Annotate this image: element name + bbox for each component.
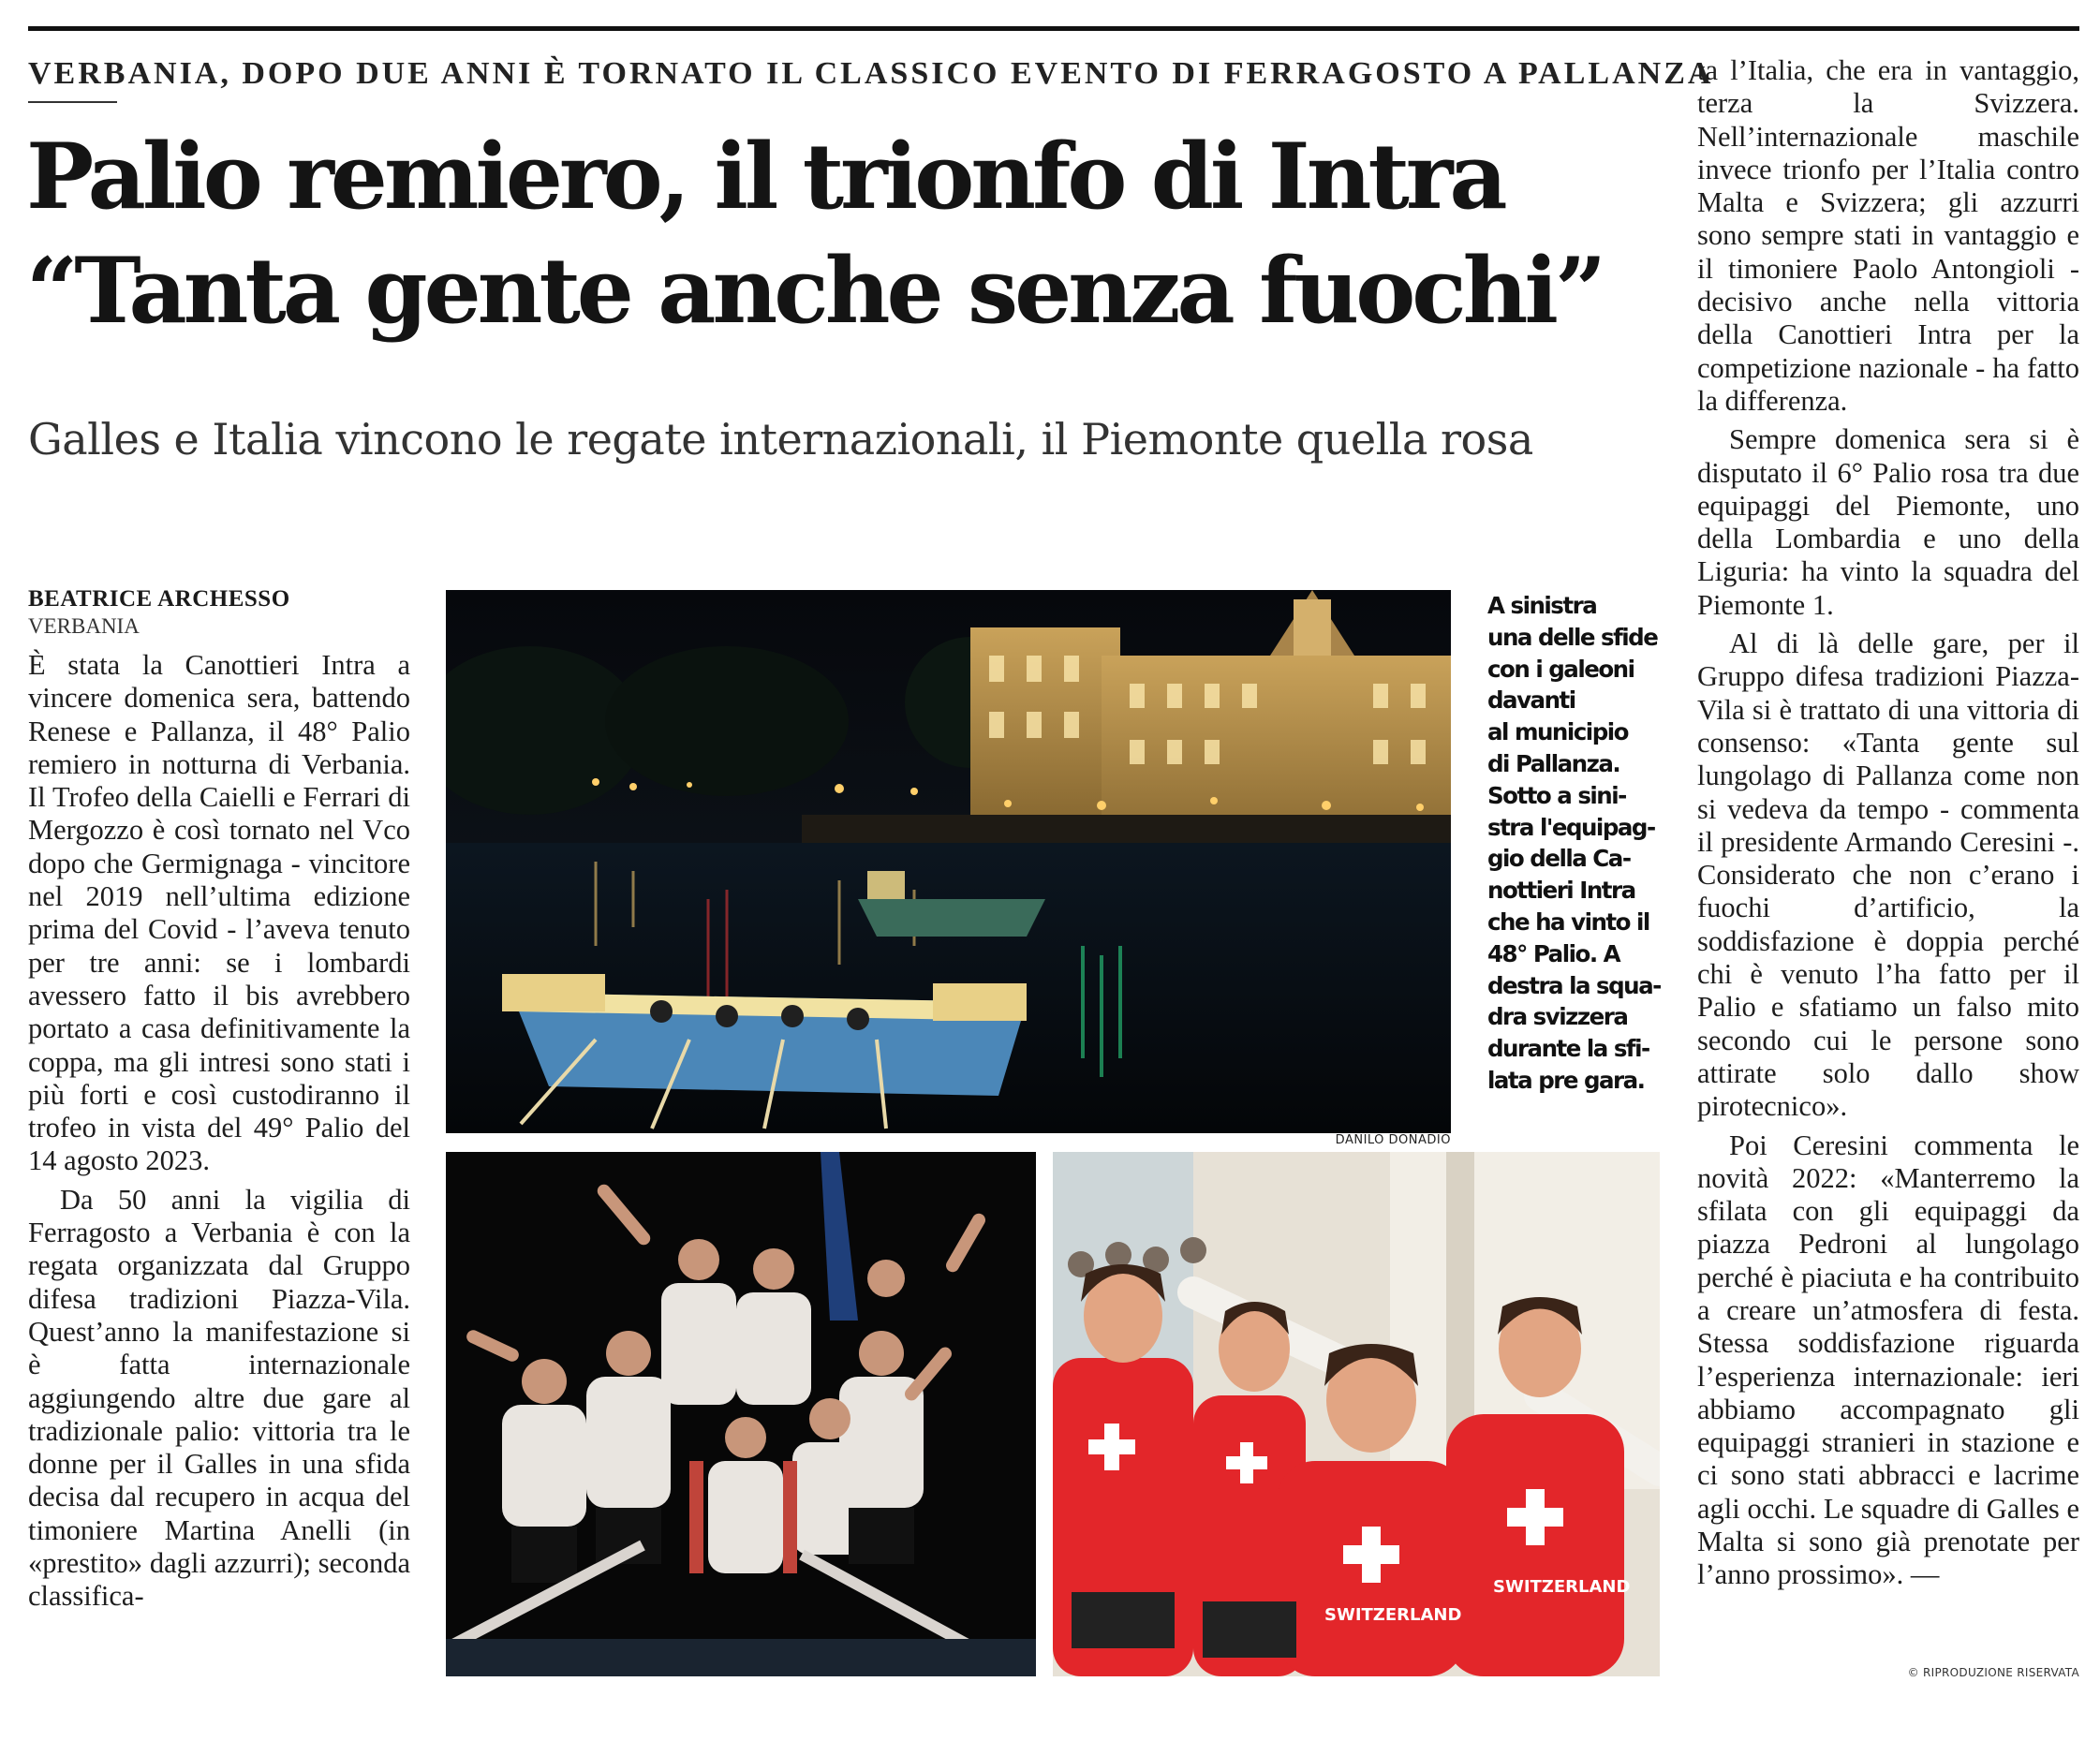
photo-caption bbox=[1487, 590, 1665, 1097]
paragraph: Poi Ceresini commenta le novità 2022: «Manterremo la sfilata con gli equipaggi da piazza Pedroni al lungolago perché è piaciuta e ha contribuito a creare un’atmosfera di festa. Stessa soddisfazione riguarda l’esperienza internazionale: ieri abbiamo accompagnato gli equipaggi stranieri in stazione e ci sono stati abbracci e lacrime agli occhi. Le squadre di Galles e Malta si sono già prenotate per l’anno prossimo». — bbox=[1697, 1129, 2079, 1591]
caption-line: una delle sfide bbox=[1487, 623, 1658, 651]
photo-winning-crew bbox=[446, 1152, 1036, 1676]
kicker-rule bbox=[28, 101, 117, 103]
caption-line: destra la squa- bbox=[1487, 971, 1661, 999]
paragraph: Al di là delle gare, per il Gruppo difesa tradizioni Piazza-Vila si è trattato di una vittoria di consenso: «Tanta gente sul lungolago di Pallanza come non si vedeva da tempo - commenta il presidente Armando Ceresini -. Considerato che non c’erano i fuochi d’artificio, la soddisfazione è doppia perché chi è venuto l’ha fatto per il Palio e sfatiamo un falso mito secondo cui le persone sono attirate solo dallo show pirotecnico». bbox=[1697, 627, 2079, 1123]
photo-swiss-team bbox=[1053, 1152, 1660, 1676]
byline-author: BEATRICE ARCHESSO bbox=[28, 586, 290, 612]
caption-line: 48° Palio. A bbox=[1487, 939, 1620, 967]
caption-line: stra l'equipag- bbox=[1487, 813, 1655, 841]
caption-line: durante la sfi- bbox=[1487, 1035, 1649, 1063]
headline-line-2: “Tanta gente anche senza fuochi” bbox=[26, 238, 1604, 344]
subheadline: Galles e Italia vincono le regate internazionali, il Piemonte quella rosa bbox=[28, 414, 1533, 465]
byline-place: VERBANIA bbox=[28, 614, 140, 638]
paragraph: È stata la Canottieri Intra a vincere domenica sera, battendo Renese e Pallanza, il 48° Palio remiero in notturna di Verbania. Il Trofeo della Caielli e Ferrari di Mergozzo è così tornato nel Vco dopo che Germignaga - vincitore nel 2019 nell’ultima edizione prima del Covid - l’aveva tenuto per tre anni: se i lombardi avessero fatto il bis avrebbero portato a casa definitivamente la coppa, ma gli intresi sono stati i più forti e così custodiranno il trofeo in vista del 49° Palio del 14 agosto 2023. bbox=[28, 649, 410, 1177]
photo-night-regatta bbox=[446, 590, 1451, 1133]
caption-line: dra svizzera bbox=[1487, 1003, 1628, 1031]
paragraph: Da 50 anni la vigilia di Ferragosto a Verbania è con la regata organizzata dal Gruppo difesa tradizioni Piazza-Vila. Quest’anno la manifestazione si è fatta internazionale aggiungendo altre due gare al tradizionale palio: vittoria tra le donne per il Galles in una sfida decisa dal recupero in acqua del timoniere Martina Anelli (in «prestito» dagli azzurri); seconda classifica- bbox=[28, 1183, 410, 1613]
copyright-notice: © RIPRODUZIONE RISERVATA bbox=[1907, 1666, 2079, 1679]
top-rule bbox=[28, 26, 2079, 31]
byline bbox=[28, 586, 421, 639]
photo-credit: DANILO DONADIO bbox=[1335, 1133, 1451, 1147]
caption-line: davanti bbox=[1487, 686, 1575, 715]
shirt-text: SWITZERLAND bbox=[1324, 1605, 1462, 1625]
caption-line: Sotto a sini- bbox=[1487, 781, 1626, 809]
paragraph: ta l’Italia, che era in vantaggio, terza la Svizzera. Nell’internazionale maschile invece trionfo per l’Italia contro Malta e Svizzera; gli azzurri sono sempre stati in vantaggio e il timoniere Paolo Antongioli - decisivo anche nella vittoria della Canottieri Intra per la competizione nazionale - ha fatto la differenza. bbox=[1697, 54, 2079, 417]
caption-line: lata pre gara. bbox=[1487, 1066, 1645, 1094]
article-column-3 bbox=[1697, 54, 2079, 1598]
headline bbox=[26, 120, 1675, 348]
kicker: VERBANIA, DOPO DUE ANNI È TORNATO IL CLASSICO EVENTO DI FERRAGOSTO A PALLANZA bbox=[28, 56, 1714, 91]
shirt-text: SWITZERLAND bbox=[1493, 1577, 1631, 1597]
caption-line: A sinistra bbox=[1487, 592, 1597, 619]
caption-line: nottieri Intra bbox=[1487, 877, 1635, 905]
article-column-1 bbox=[28, 649, 410, 1619]
caption-line: al municipio bbox=[1487, 718, 1628, 746]
caption-line: che ha vinto il bbox=[1487, 907, 1649, 936]
caption-line: di Pallanza. bbox=[1487, 749, 1620, 777]
caption-line: con i galeoni bbox=[1487, 655, 1634, 683]
headline-line-1: Palio remiero, il trionfo di Intra bbox=[26, 124, 1504, 229]
paragraph: Sempre domenica sera si è disputato il 6° Palio rosa tra due equipaggi del Piemonte, uno della Lombardia e uno della Liguria: ha vinto la squadra del Piemonte 1. bbox=[1697, 423, 2079, 621]
caption-line: gio della Ca- bbox=[1487, 845, 1631, 873]
